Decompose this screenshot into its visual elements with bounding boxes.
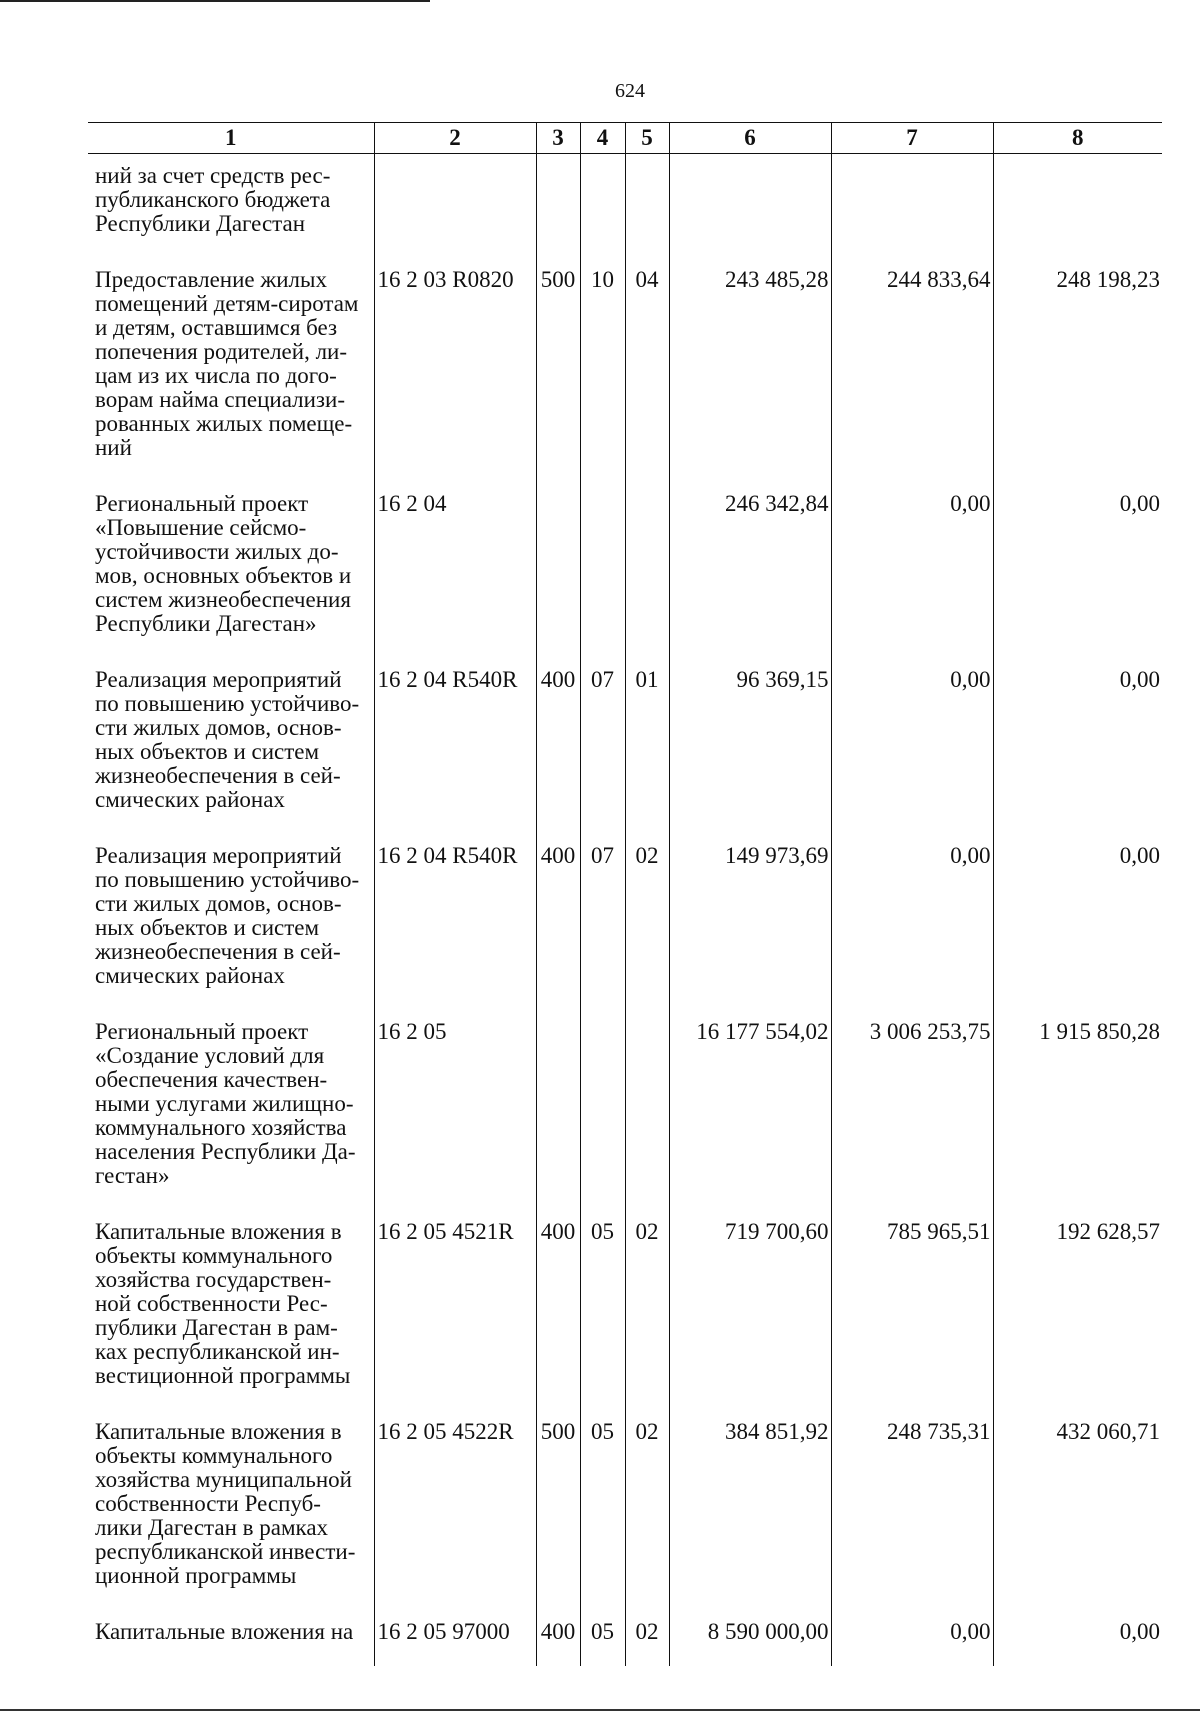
row-value-7: 0,00 — [831, 482, 993, 658]
row-code — [374, 154, 536, 259]
row-col-4: 10 — [580, 258, 625, 482]
header-col-7: 7 — [831, 123, 993, 154]
row-value-6: 246 342,84 — [669, 482, 831, 658]
row-code: 16 2 05 4522R — [374, 1410, 536, 1610]
table-body — [88, 154, 1162, 1667]
row-col-3: 500 — [536, 1410, 580, 1610]
row-code: 16 2 04 R540R — [374, 834, 536, 1010]
row-col-3: 400 — [536, 1210, 580, 1410]
row-col-3: 400 — [536, 1610, 580, 1666]
row-value-6: 8 590 000,00 — [669, 1610, 831, 1666]
row-value-8: 0,00 — [993, 658, 1162, 834]
row-col-3 — [536, 482, 580, 658]
table-header — [88, 123, 1162, 154]
row-col-4 — [580, 154, 625, 259]
row-col-5: 02 — [625, 1210, 669, 1410]
header-col-2: 2 — [374, 123, 536, 154]
row-col-5: 04 — [625, 258, 669, 482]
budget-table — [88, 122, 1162, 1666]
table-row — [88, 1010, 1162, 1210]
row-col-4: 05 — [580, 1410, 625, 1610]
row-col-5: 01 — [625, 658, 669, 834]
row-value-6: 149 973,69 — [669, 834, 831, 1010]
row-col-3: 400 — [536, 658, 580, 834]
scan-edge-bottom — [0, 1709, 1200, 1711]
row-value-7: 0,00 — [831, 658, 993, 834]
row-value-8 — [993, 154, 1162, 259]
row-code: 16 2 04 — [374, 482, 536, 658]
row-code: 16 2 04 R540R — [374, 658, 536, 834]
row-value-6: 96 369,15 — [669, 658, 831, 834]
header-col-1: 1 — [88, 123, 374, 154]
row-col-3: 400 — [536, 834, 580, 1010]
row-col-5: 02 — [625, 834, 669, 1010]
page-number: 624 — [615, 80, 645, 102]
row-col-3 — [536, 1010, 580, 1210]
row-col-4 — [580, 1010, 625, 1210]
row-col-4: 05 — [580, 1210, 625, 1410]
header-col-6: 6 — [669, 123, 831, 154]
row-value-6: 16 177 554,02 — [669, 1010, 831, 1210]
row-col-5 — [625, 1010, 669, 1210]
row-name: Капитальные вложения на — [95, 1619, 354, 1644]
row-value-8: 0,00 — [993, 482, 1162, 658]
row-value-7: 248 735,31 — [831, 1410, 993, 1610]
row-value-8: 248 198,23 — [993, 258, 1162, 482]
row-value-7: 0,00 — [831, 834, 993, 1010]
row-name: Предоставление жилых помещений детям-сиротам и детям, оставшимся без попечения родителей, ли- цам из их числа по дого- ворам найма специализи- рованных жилых помеще- ний — [95, 267, 359, 460]
row-value-6: 384 851,92 — [669, 1410, 831, 1610]
row-name: Реализация мероприятий по повышению устойчиво- сти жилых домов, основ- ных объектов и систем жизнеобеспечения в сей- смических районах — [95, 843, 360, 988]
row-name: ний за счет средств рес- публиканского бюджета Республики Дагестан — [95, 163, 331, 236]
row-code: 16 2 03 R0820 — [374, 258, 536, 482]
header-col-4: 4 — [580, 123, 625, 154]
table-row — [88, 154, 1162, 259]
row-value-7: 244 833,64 — [831, 258, 993, 482]
row-code: 16 2 05 — [374, 1010, 536, 1210]
row-name: Региональный проект «Повышение сейсмо- устойчивости жилых до- мов, основных объектов и систем жизнеобеспечения Республики Дагестан» — [95, 491, 352, 636]
row-name: Капитальные вложения в объекты коммунального хозяйства государствен- ной собственности Рес- публики Дагестан в рам- ках республиканской ин- вестиционной программы — [95, 1219, 351, 1388]
scan-edge-top — [0, 0, 430, 2]
header-row — [88, 123, 1162, 154]
row-col-4: 07 — [580, 834, 625, 1010]
row-col-3: 500 — [536, 258, 580, 482]
row-code: 16 2 05 4521R — [374, 1210, 536, 1410]
row-value-8: 432 060,71 — [993, 1410, 1162, 1610]
row-name: Реализация мероприятий по повышению устойчиво- сти жилых домов, основ- ных объектов и систем жизнеобеспечения в сей- смических районах — [95, 667, 360, 812]
header-col-5: 5 — [625, 123, 669, 154]
row-value-7: 785 965,51 — [831, 1210, 993, 1410]
table-row — [88, 1410, 1162, 1610]
row-value-6 — [669, 154, 831, 259]
row-value-8: 192 628,57 — [993, 1210, 1162, 1410]
row-value-6: 719 700,60 — [669, 1210, 831, 1410]
row-value-6: 243 485,28 — [669, 258, 831, 482]
row-col-5 — [625, 482, 669, 658]
row-col-4: 05 — [580, 1610, 625, 1666]
table-row — [88, 482, 1162, 658]
row-value-8: 0,00 — [993, 834, 1162, 1010]
row-value-7: 3 006 253,75 — [831, 1010, 993, 1210]
row-value-8: 1 915 850,28 — [993, 1010, 1162, 1210]
header-col-8: 8 — [993, 123, 1162, 154]
row-name: Капитальные вложения в объекты коммунального хозяйства муниципальной собственности Респуб- лики Дагестан в рамках республиканской инвести- ционной программы — [95, 1419, 356, 1588]
header-col-3: 3 — [536, 123, 580, 154]
row-name: Региональный проект «Создание условий для обеспечения качествен- ными услугами жилищно- коммунального хозяйства населения Республики Да- гестан» — [95, 1019, 356, 1188]
row-col-5: 02 — [625, 1410, 669, 1610]
row-col-4: 07 — [580, 658, 625, 834]
row-col-4 — [580, 482, 625, 658]
row-col-3 — [536, 154, 580, 259]
table-row — [88, 1210, 1162, 1410]
row-code: 16 2 05 97000 — [374, 1610, 536, 1666]
row-value-7: 0,00 — [831, 1610, 993, 1666]
table-row — [88, 834, 1162, 1010]
table-row — [88, 258, 1162, 482]
row-col-5: 02 — [625, 1610, 669, 1666]
row-value-7 — [831, 154, 993, 259]
row-col-5 — [625, 154, 669, 259]
table-row — [88, 1610, 1162, 1666]
table-row — [88, 658, 1162, 834]
row-value-8: 0,00 — [993, 1610, 1162, 1666]
